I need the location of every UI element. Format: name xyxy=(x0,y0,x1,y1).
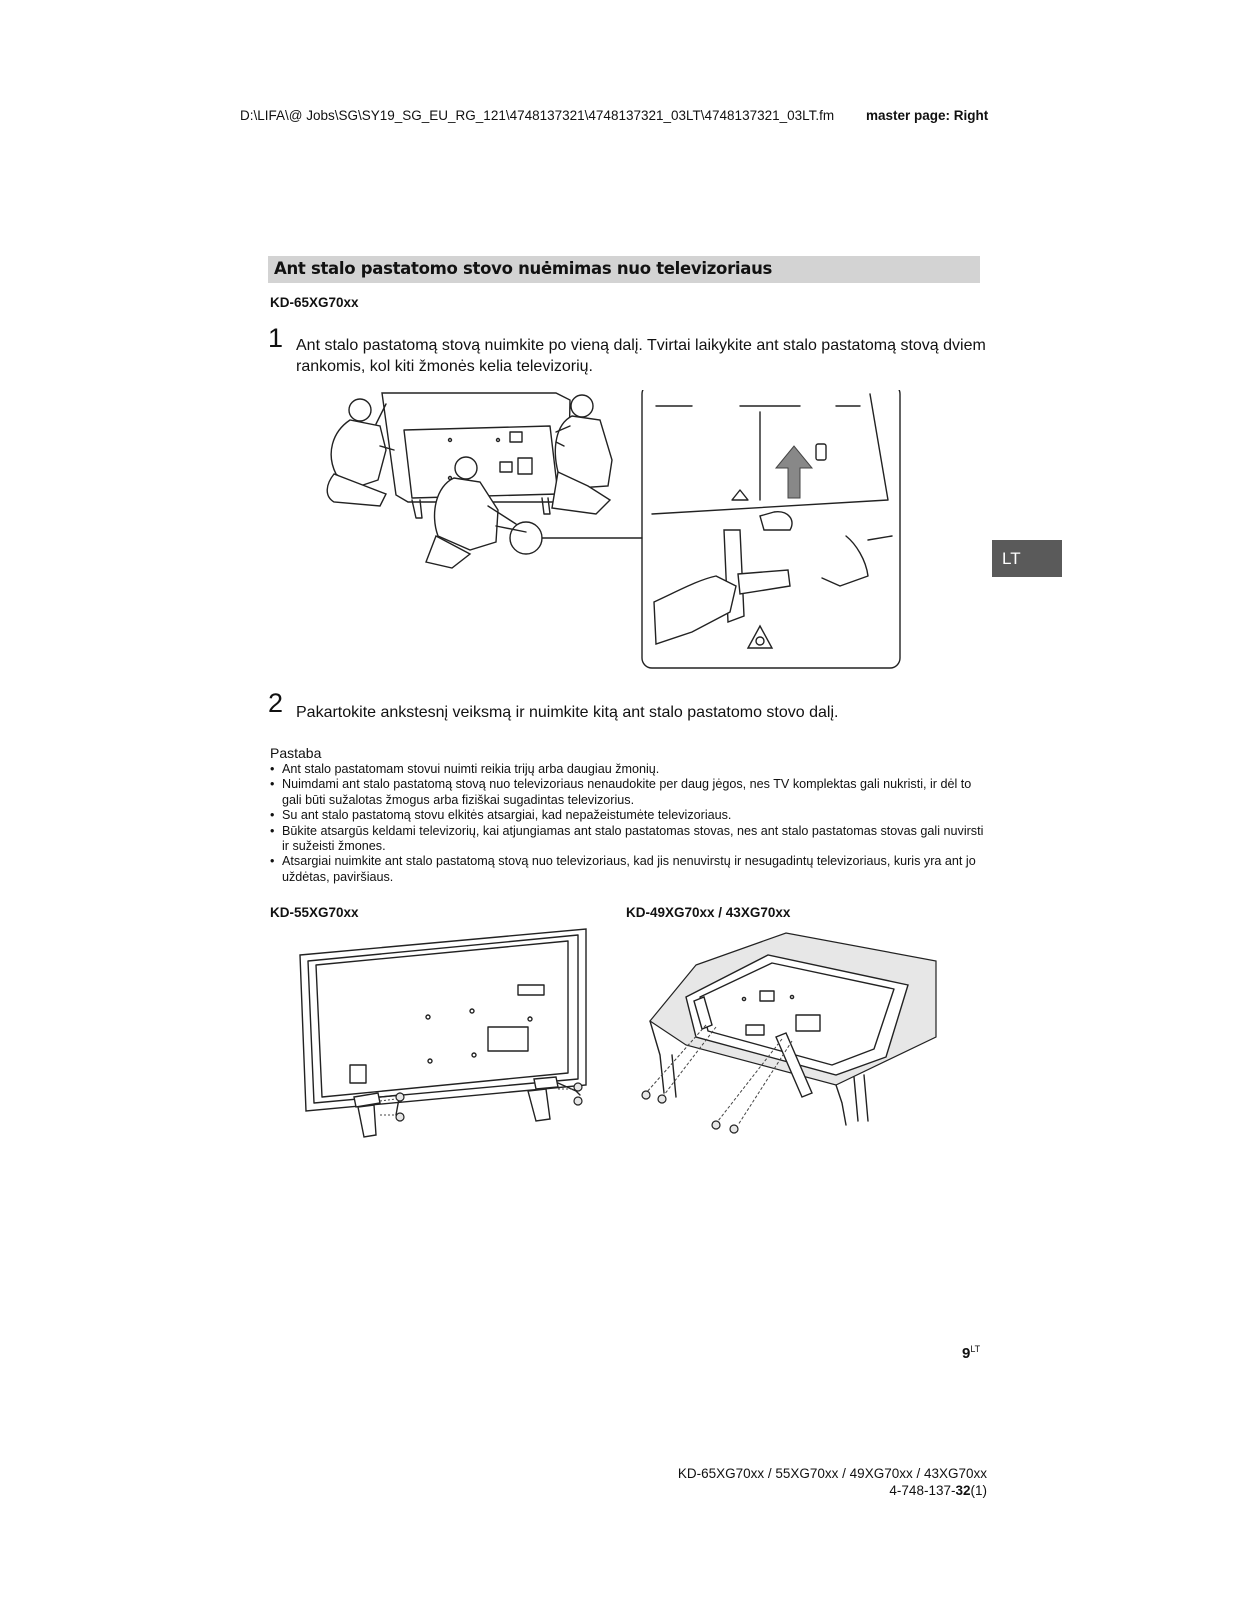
footer-code-suffix: (1) xyxy=(970,1483,987,1498)
footer-code-prefix: 4-748-137- xyxy=(889,1483,956,1498)
note-item: • Būkite atsargūs keldami televizorių, kai atjungiamas ant stalo pastatomas stovas, nes ant stalo pastatomas stovas gali nuvirsti ir sužeisti žmones. xyxy=(270,824,990,855)
step-1-text: Ant stalo pastatomą stovą nuimkite po vieną dalį. Tvirtai laikykite ant stalo pastatomą stovą dviem rankomis, kol kiti žmonės kelia televizorių. xyxy=(296,337,986,375)
step-1-number: 1 xyxy=(268,323,284,353)
model-label-49-43: KD-49XG70xx / 43XG70xx xyxy=(626,905,791,920)
footer-code xyxy=(889,1483,987,1498)
model-label-65: KD-65XG70xx xyxy=(270,295,359,310)
note-item: • Ant stalo pastatomam stovui nuimti reikia trijų arba daugiau žmonių. xyxy=(270,762,990,777)
master-page-label: master page: Right xyxy=(866,108,989,123)
language-tab-label: LT xyxy=(1002,549,1021,568)
tv-lifting-illustration xyxy=(320,390,960,700)
section-title: Ant stalo pastatomo stovo nuėmimas nuo televizoriaus xyxy=(274,259,773,278)
note-item: • Atsargiai nuimkite ant stalo pastatomą stovą nuo televizoriaus, kad jis nenuvirstų ir nesugadintų televizoriaus, kuris yra ant jo uždėtas, paviršiaus. xyxy=(270,854,990,885)
file-path-header: D:\LIFA\@ Jobs\SG\SY19_SG_EU_RG_121\4748137321\4748137321_03LT\4748137321_03LT.fm xyxy=(240,108,835,123)
tv-49-43-stand-removal-illustration xyxy=(636,925,956,1145)
page-number xyxy=(962,1344,980,1362)
tv-55-stand-removal-illustration xyxy=(296,925,616,1145)
footer-code-bold: 32 xyxy=(955,1483,971,1498)
note-list xyxy=(270,762,990,885)
note-item: • Nuimdami ant stalo pastatomą stovą nuo televizoriaus nenaudokite per daug jėgos, nes TV komplektas gali nukristi, ir dėl to gali būti sužalotas žmogus arba fiziškai sugadintas televizorius. xyxy=(270,777,990,808)
step-2-text: Pakartokite ankstesnį veiksmą ir nuimkite kitą ant stalo pastatomo stovo dalį. xyxy=(296,704,839,721)
model-label-55: KD-55XG70xx xyxy=(270,905,359,920)
step-2-number: 2 xyxy=(268,688,284,718)
note-title: Pastaba xyxy=(270,745,322,761)
footer-models: KD-65XG70xx / 55XG70xx / 49XG70xx / 43XG70xx xyxy=(677,1466,987,1481)
note-item: • Su ant stalo pastatomą stovu elkitės atsargiai, kad nepažeistumėte televizoriaus. xyxy=(270,808,990,823)
page-number-suffix: LT xyxy=(970,1344,981,1354)
page-number-value: 9 xyxy=(962,1345,971,1362)
